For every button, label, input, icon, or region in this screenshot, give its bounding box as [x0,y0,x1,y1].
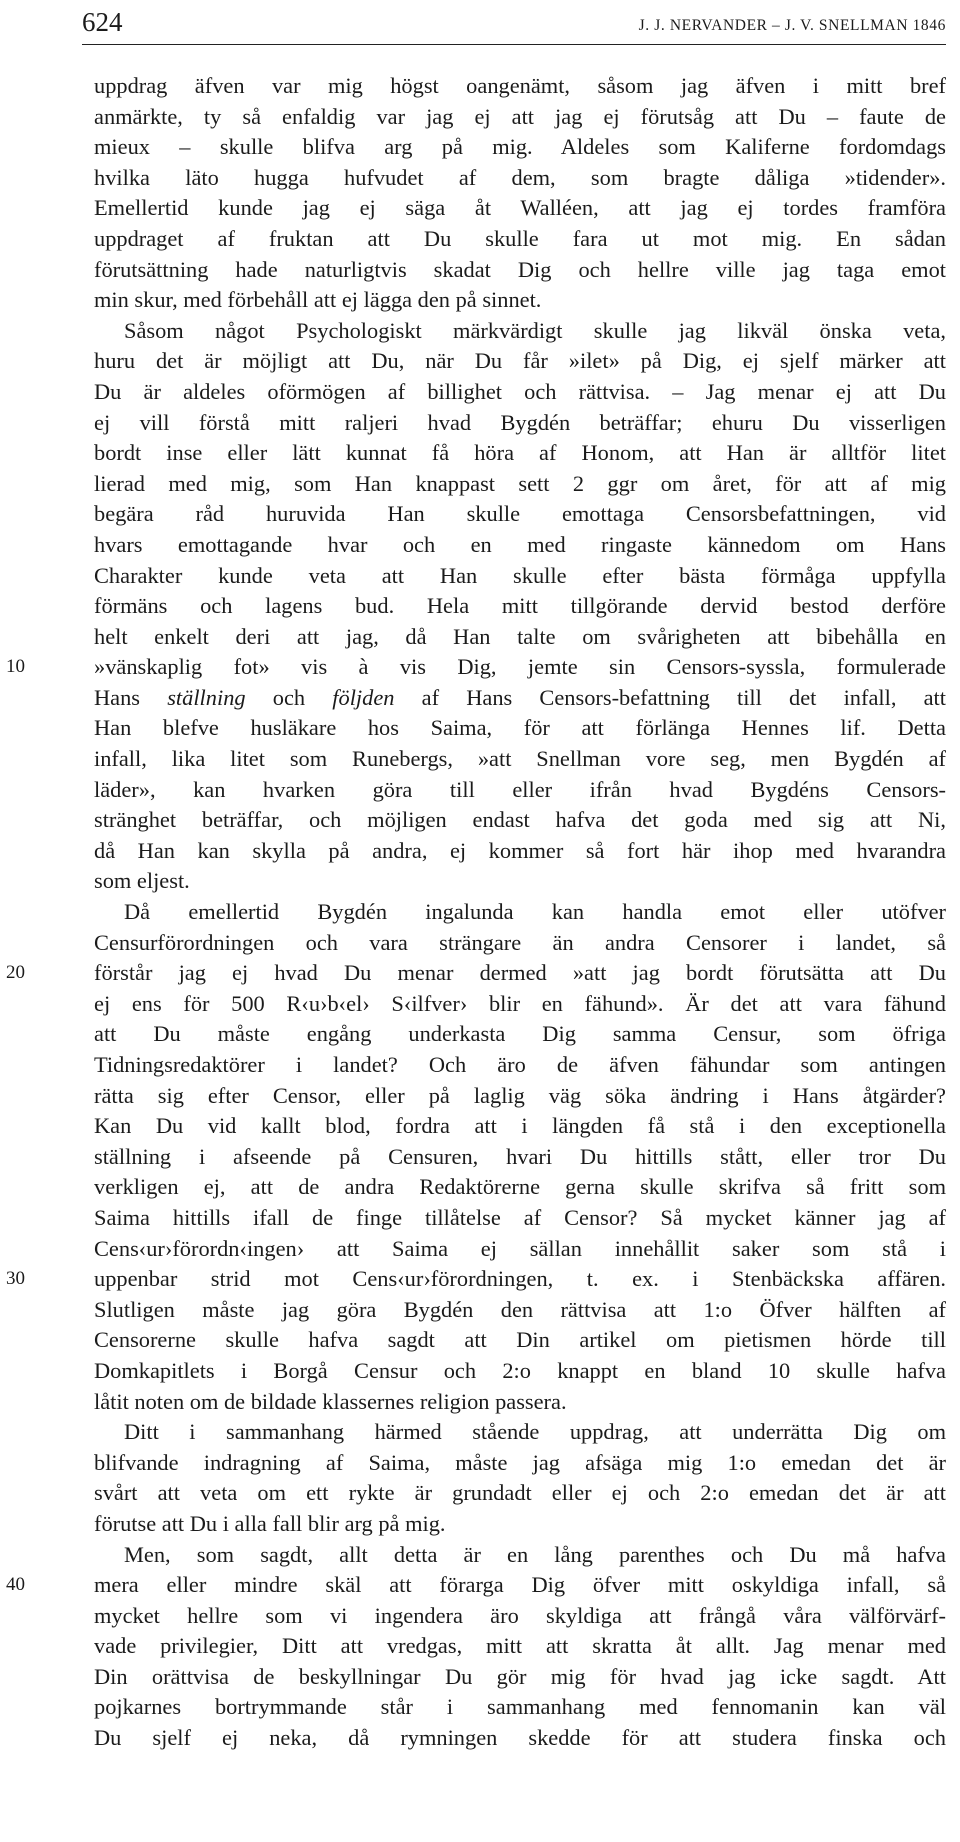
text-line: förmäns och lagens bud. Hela mitt tillgörande dervid bestod derföre [94,593,946,619]
text-line: Cens‹ur›förordn‹ingen› att Saima ej sällan innehållit saker som stå i [94,1235,946,1261]
text-line: som eljest. [94,868,190,894]
text-line: uppenbar strid mot Cens‹ur›förordningen, t. ex. i Stenbäckska affären. [94,1266,946,1292]
text-line: Du sjelf ej neka, då rymningen skedde för att studera finska och [94,1725,946,1751]
running-head: J. J. NERVANDER – J. V. SNELLMAN 1846 [638,17,946,34]
text-line: Hans ställning och följden af Hans Censors-befattning till det infall, att [94,684,946,710]
text-line: Domkapitlets i Borgå Censur och 2:o knappt en bland 10 skulle hafva [94,1357,946,1383]
text-line: infall, lika litet som Runebergs, »att Snellman vore seg, men Bygdén af [94,746,946,772]
text-line: Din orättvisa de beskyllningar Du gör mig för hvad jag icke sagdt. Att [94,1663,946,1689]
text-line: rätta sig efter Censor, eller på laglig väg söka ändring i Hans åtgärder? [94,1082,946,1108]
text-line: begära råd huruvida Han skulle emottaga Censorsbefattningen, vid [94,501,946,527]
line-number: 30 [6,1268,25,1289]
text-line: verkligen ej, att de andra Redaktörerne gerna skulle skrifva så fritt som [94,1174,946,1200]
text-line: mieux – skulle blifva arg på mig. Aldeles som Kaliferne fordomdags [94,134,946,160]
text-line: förutsättning hade naturligtvis skadat Dig och hellre ville jag taga emot [94,256,946,282]
line-number: 40 [6,1574,25,1595]
text-line: Du är aldeles oförmögen af billighet och rättvisa. – Jag menar ej att Du [94,378,946,404]
page-header [82,4,946,45]
text-line: Emellertid kunde jag ej säga åt Walléen, att jag ej tordes framföra [94,195,946,221]
text-line: pojkarnes bortrymmande står i sammanhang med fennomanin kan väl [94,1694,946,1720]
text-line: Kan Du vid kallt blod, fordra att i längden få stå i den exceptionella [94,1113,946,1139]
body-text [94,71,946,1754]
text-line: min skur, med förbehåll att ej lägga den på sinnet. [94,287,542,313]
text-line: Slutligen måste jag göra Bygdén den rättvisa att 1:o Öfver hälften af [94,1296,946,1322]
text-line: förutse att Du i alla fall blir arg på mig. [94,1510,446,1536]
text-line: ej ens för 500 R‹u›b‹el› S‹ilfver› blir en fähund». Är det att vara fähund [94,990,946,1016]
text-line: helt enkelt deri att jag, då Han talte om svårigheten att bibehålla en [94,623,946,649]
text-line: läder», kan hvarken göra till eller ifrån hvad Bygdéns Censors- [94,776,946,802]
text-line: förstår jag ej hvad Du menar dermed »att jag bordt förutsätta att Du [94,960,946,986]
text-line: Tidningsredaktörer i landet? Och äro de äfven fähundar som antingen [94,1052,946,1077]
text-line: mera eller mindre skäl att förarga Dig öfver mitt oskyldiga infall, så [94,1572,946,1598]
text-line: hvilka läto hugga hufvudet af dem, som bragte dåliga »tidender». [94,164,946,190]
text-line: då Han kan skylla på andra, ej kommer så fort här ihop med hvarandra [94,837,946,863]
line-number: 10 [6,656,25,677]
text-line: Men, som sagdt, allt detta är en lång parenthes och Du må hafva [124,1541,946,1567]
text-line: lierad med mig, som Han knappast sett 2 ggr om året, för att af mig [94,470,946,496]
text-line: »vänskaplig fot» vis à vis Dig, jemte sin Censors-syssla, formulerade [94,654,946,680]
text-line: Såsom något Psychologiskt märkvärdigt skulle jag likväl önska veta, [124,317,946,343]
text-line: Censurförordningen och vara strängare än andra Censorer i landet, så [94,929,946,955]
text-line: anmärkte, ty så enfaldig var jag ej att jag ej förutsåg att Du – faute de [94,103,946,129]
text-line: mycket hellre som vi ingendera äro skyldiga att frångå våra välförvärf- [94,1602,946,1628]
text-line: Då emellertid Bygdén ingalunda kan handla emot eller utöfver [124,899,946,925]
text-line: hvars emottagande hvar och en med ringaste kännedom om Hans [94,531,946,557]
text-line: låtit noten om de bildade klassernes religion passera. [94,1388,567,1414]
text-line: svårt att veta om ett rykte är grundadt eller ej och 2:o emedan det är att [94,1480,946,1506]
text-line: Ditt i sammanhang härmed stående uppdrag, att underrätta Dig om [124,1419,946,1445]
text-line: huru det är möjligt att Du, när Du får »ilet» på Dig, ej sjelf märker att [94,348,946,374]
text-line: ställning i afseende på Censuren, hvari Du hittills stått, eller tror Du [94,1143,946,1169]
text-line: Saima hittills ifall de finge tillåtelse af Censor? Så mycket känner jag af [94,1204,946,1230]
text-line: att Du måste engång underkasta Dig samma Censur, som öfriga [94,1021,946,1047]
line-number: 20 [6,962,25,983]
text-line: vade privilegier, Ditt att vredgas, mitt att skratta åt allt. Jag menar med [94,1633,946,1659]
text-line: ej vill förstå mitt raljeri hvad Bygdén beträffar; ehuru Du visserligen [94,409,946,435]
text-line: Censorerne skulle hafva sagdt att Din artikel om pietismen hörde till [94,1327,946,1353]
text-line: Han blefve husläkare hos Saima, för att förlänga Hennes lif. Detta [94,715,946,741]
text-line: uppdrag äfven var mig högst oangenämt, såsom jag äfven i mitt bref [94,73,946,98]
text-line: Charakter kunde veta att Han skulle efter bästa förmåga uppfylla [94,562,946,588]
text-line: uppdraget af fruktan att Du skulle fara ut mot mig. En sådan [94,225,946,251]
text-line: bordt inse eller lätt kunnat få höra af Honom, att Han är alltför litet [94,440,946,466]
text-line: stränghet beträffar, och möjligen endast hafva det goda med sig att Ni, [94,807,946,833]
text-line: blifvande indragning af Saima, måste jag afsäga mig 1:o emedan det är [94,1449,946,1475]
page-number: 624 [82,7,123,37]
